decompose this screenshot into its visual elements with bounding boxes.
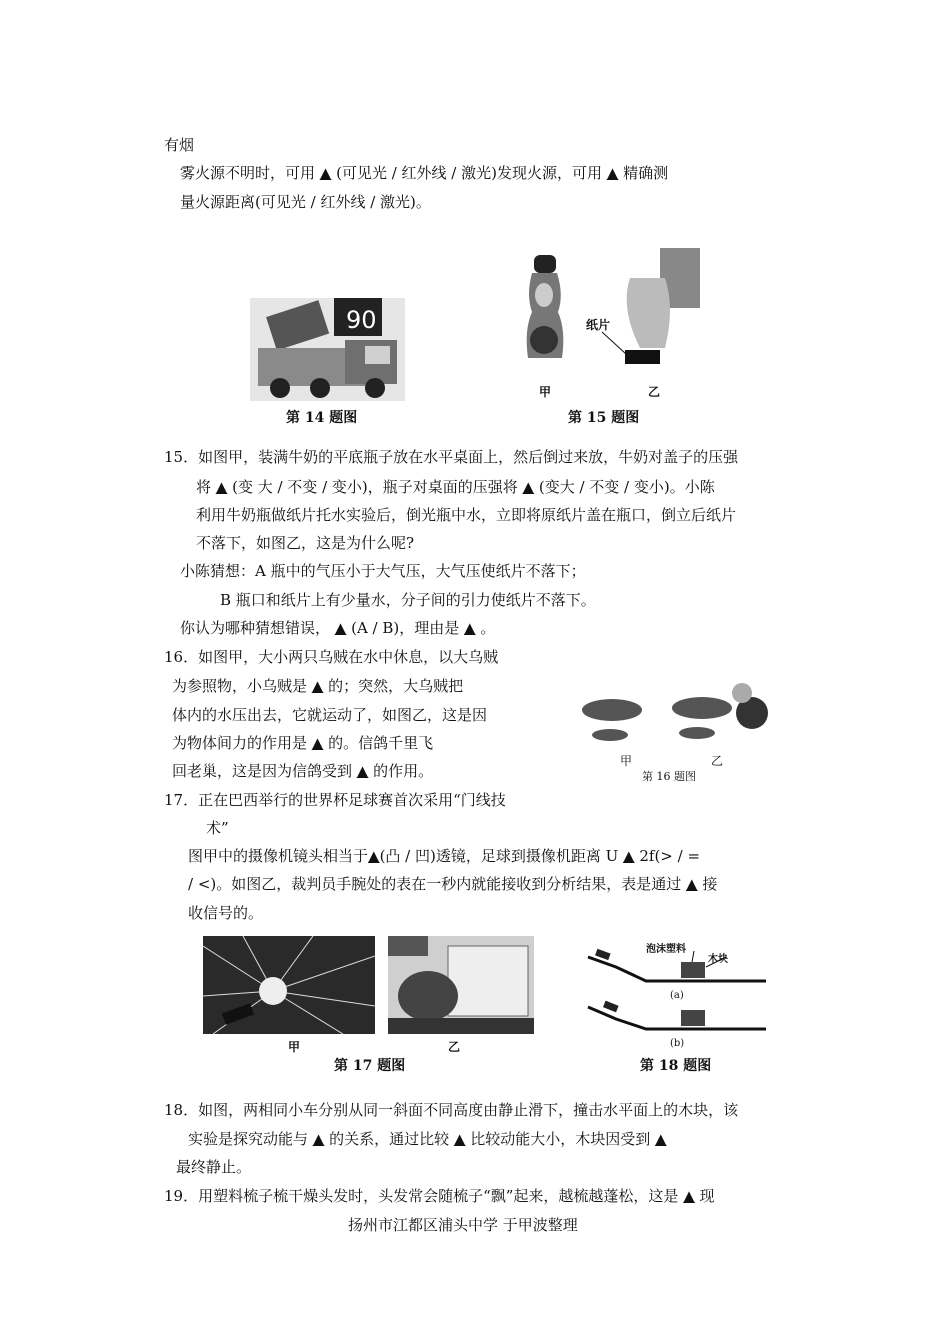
text-line: 量火源距离(可见光 / 红外线 / 激光)。	[180, 193, 431, 211]
milk-bottle-photo	[522, 250, 567, 368]
text-line: B 瓶口和纸片上有少量水，分子间的引力使纸片不落下。	[220, 591, 596, 609]
text-line: 术”	[206, 819, 229, 837]
answer-blank: ▲	[683, 1187, 695, 1205]
text-line: 19．用塑料梳子梳干燥头发时，头发常会随梳子“飘”起来，越梳越蓬松，这是 ▲ 现	[164, 1187, 715, 1205]
answer-blank: ▲	[464, 619, 476, 637]
answer-blank: ▲	[312, 1130, 325, 1148]
page-footer: 扬州市江都区浦头中学 于甲波整理	[348, 1216, 578, 1234]
answer-blank: ▲	[368, 847, 380, 865]
answer-blank: ▲	[319, 164, 332, 182]
referee-watch-photo	[388, 936, 534, 1034]
text-line: 不落下，如图乙，这是为什么呢?	[196, 534, 415, 552]
fig17-label-b: 乙	[448, 1040, 461, 1054]
text-line: 实验是探究动能与 ▲ 的关系，通过比较 ▲ 比较动能大小，木块因受到 ▲	[188, 1130, 667, 1148]
paper-label: 纸片	[586, 318, 611, 332]
answer-blank: ▲	[623, 847, 635, 865]
fig18-subfig-a: (a)	[670, 990, 684, 1001]
answer-blank: ▲	[215, 478, 228, 496]
text-line: 小陈猜想：A 瓶中的气压小于大气压，大气压使纸片不落下；	[180, 562, 586, 580]
text-line: 最终静止。	[176, 1158, 252, 1176]
text-line: / <)。如图乙，裁判员手腕处的表在一秒内就能接收到分析结果，表是通过 ▲ 接	[188, 875, 718, 893]
answer-blank: ▲	[453, 1130, 466, 1148]
svg-text:90: 90	[346, 306, 377, 334]
answer-blank: ▲	[654, 1130, 667, 1148]
fig15-caption: 第 15 题图	[568, 410, 640, 426]
text-line: 收信号的。	[188, 904, 264, 922]
text-line: 将 ▲ (变 大 / 不变 / 变小)，瓶子对桌面的压强将 ▲ (变大 / 不变 / 变小)。小陈	[196, 478, 715, 496]
text-line: 15．如图甲，装满牛奶的平底瓶子放在水平桌面上，然后倒过来放，牛奶对盖子的压强	[164, 448, 739, 466]
text-line: 你认为哪种猜想错误， ▲ (A / B)，理由是 ▲ 。	[180, 619, 496, 637]
answer-blank: ▲	[356, 762, 369, 780]
answer-blank: ▲	[686, 875, 698, 893]
text-line: 体内的水压出去，它就运动了，如图乙，这是因	[172, 706, 488, 724]
answer-blank: ▲	[311, 677, 324, 695]
text-line: 有烟	[164, 136, 195, 154]
block-label: 木块	[708, 954, 728, 965]
text-line: 为物体间力的作用是 ▲ 的。信鸽千里飞	[172, 734, 434, 752]
text-line: 18．如图，两相同小车分别从同一斜面不同高度由静止滑下，撞击水平面上的木块，该	[164, 1101, 739, 1119]
text-line: 图甲中的摄像机镜头相当于▲(凸 / 凹)透镜，足球到摄像机距离 U ▲ 2f(> / =	[188, 847, 701, 865]
fig18-subfig-b: (b)	[670, 1038, 685, 1049]
fig16-label-b: 乙	[711, 754, 724, 768]
fig17-caption: 第 17 题图	[334, 1058, 406, 1074]
fire-truck-photo	[250, 298, 405, 401]
fig16-caption: 第 16 题图	[642, 770, 696, 783]
goal-camera-photo	[203, 936, 375, 1034]
fig17-label-a: 甲	[288, 1040, 301, 1054]
fig15-label-a: 甲	[539, 385, 552, 399]
squid-figure	[572, 678, 770, 748]
text-line: 雾火源不明时，可用 ▲ (可见光 / 红外线 / 激光)发现火源，可用 ▲ 精确测	[180, 164, 669, 182]
foam-label: 泡沫塑料	[646, 944, 686, 955]
text-line: 利用牛奶瓶做纸片托水实验后，倒光瓶中水，立即将原纸片盖在瓶口，倒立后纸片	[196, 506, 737, 524]
text-line: 为参照物，小乌贼是 ▲ 的；突然，大乌贼把	[172, 677, 464, 695]
fig14-caption: 第 14 题图	[286, 410, 358, 426]
fig16-label-a: 甲	[620, 754, 633, 768]
answer-blank: ▲	[606, 164, 619, 182]
paper-pointer-line	[600, 330, 630, 358]
text-line: 回老巢，这是因为信鸽受到 ▲ 的作用。	[172, 762, 434, 780]
answer-blank: ▲	[334, 619, 347, 637]
answer-blank: ▲	[311, 734, 324, 752]
fig18-caption: 第 18 题图	[640, 1058, 712, 1074]
answer-blank: ▲	[522, 478, 535, 496]
fig15-label-b: 乙	[648, 385, 661, 399]
text-line: 17．正在巴西举行的世界杯足球赛首次采用“门线技	[164, 791, 506, 809]
text-line: 16．如图甲，大小两只乌贼在水中休息，以大乌贼	[164, 648, 499, 666]
